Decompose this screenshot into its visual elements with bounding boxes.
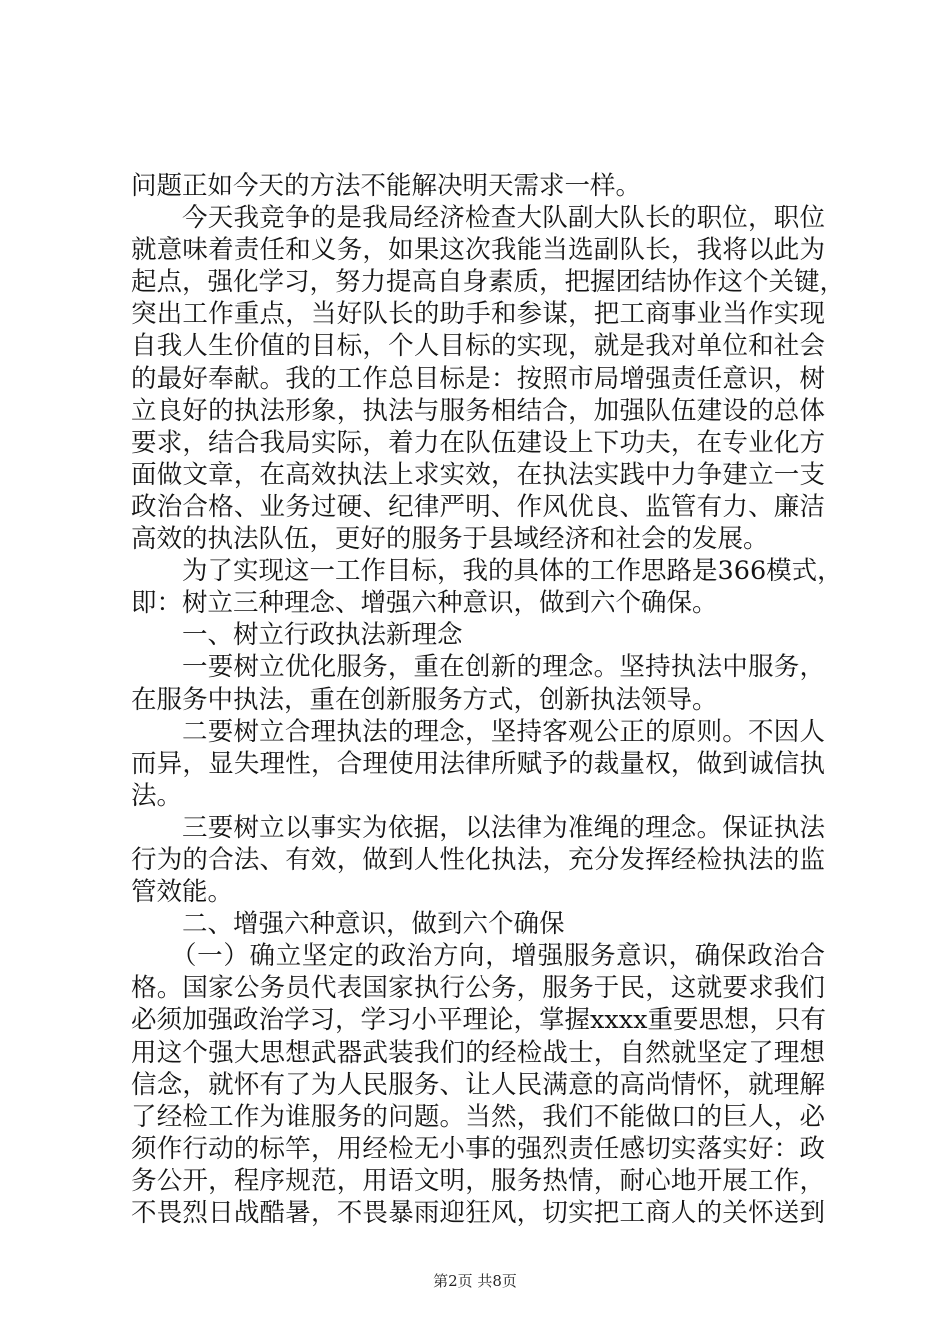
text-line: 要求，结合我局实际，着力在队伍建设上下功夫，在专业化方 <box>131 427 825 458</box>
text-line: 务公开，程序规范，用语文明，服务热情，耐心地开展工作， <box>131 1165 825 1196</box>
document-body <box>131 170 846 1229</box>
text-line: 格。国家公务员代表国家执行公务，服务于民，这就要求我们 <box>131 973 825 1004</box>
text-line: 即：树立三种理念、增强六种意识，做到六个确保。 <box>131 588 718 619</box>
text-line: 了经检工作为谁服务的问题。当然，我们不能做口的巨人，必 <box>131 1101 825 1132</box>
page-footer: 第2页 共8页 <box>433 1272 517 1290</box>
text-line: 一要树立优化服务，重在创新的理念。坚持执法中服务， <box>182 652 825 683</box>
text-line: 二、增强六种意识，做到六个确保 <box>182 909 565 940</box>
text-line: 在服务中执法，重在创新服务方式，创新执法领导。 <box>131 684 718 715</box>
text-line: 不畏烈日战酷暑，不畏暴雨迎狂风，切实把工商人的关怀送到 <box>131 1198 825 1228</box>
text-line: 起点，强化学习，努力提高自身素质，把握团结协作这个关键， <box>131 267 846 298</box>
text-line: 突出工作重点，当好队长的助手和参谋，把工商事业当作实现 <box>131 299 825 330</box>
text-line: 二要树立合理执法的理念，坚持客观公正的原则。不因人 <box>182 716 825 747</box>
text-line: 的最好奉献。我的工作总目标是：按照市局增强责任意识，树 <box>131 363 825 394</box>
text-line: 用这个强大思想武器武装我们的经检战士，自然就坚定了理想 <box>131 1037 825 1068</box>
text-line: 须作行动的标竿，用经检无小事的强烈责任感切实落实好：政 <box>131 1133 825 1164</box>
text-line: 高效的执法队伍，更好的服务于县域经济和社会的发展。 <box>131 524 769 555</box>
text-line: 三要树立以事实为依据，以法律为准绳的理念。保证执法 <box>182 812 825 843</box>
text-line: 管效能。 <box>131 877 234 908</box>
text-line: 而异，显失理性，合理使用法律所赋予的裁量权，做到诚信执 <box>131 748 825 779</box>
text-line: 就意味着责任和义务，如果这次我能当选副队长，我将以此为 <box>131 235 825 266</box>
text-line: 面做文章，在高效执法上求实效，在执法实践中力争建立一支 <box>131 459 825 490</box>
text-line: 法。 <box>131 780 183 811</box>
text-line: 为了实现这一工作目标，我的具体的工作思路是366模式， <box>182 556 843 587</box>
text-line: 政治合格、业务过硬、纪律严明、作风优良、监管有力、廉洁 <box>131 491 825 522</box>
text-line: 自我人生价值的目标，个人目标的实现，就是我对单位和社会 <box>131 331 825 362</box>
text-line: 今天我竞争的是我局经济检查大队副大队长的职位，职位 <box>182 203 825 234</box>
text-line: 信念，就怀有了为人民服务、让人民满意的高尚情怀，就理解 <box>131 1069 825 1100</box>
text-line: 立良好的执法形象，执法与服务相结合，加强队伍建设的总体 <box>131 395 825 426</box>
text-line: （一）确立坚定的政治方向，增强服务意识，确保政治合 <box>171 941 825 972</box>
text-line: 行为的合法、有效，做到人性化执法，充分发挥经检执法的监 <box>131 844 825 875</box>
text-line: 问题正如今天的方法不能解决明天需求一样。 <box>131 171 642 201</box>
text-line: 必须加强政治学习，学习小平理论，掌握xxxx重要思想，只有 <box>131 1005 827 1036</box>
text-line: 一、树立行政执法新理念 <box>182 620 463 651</box>
